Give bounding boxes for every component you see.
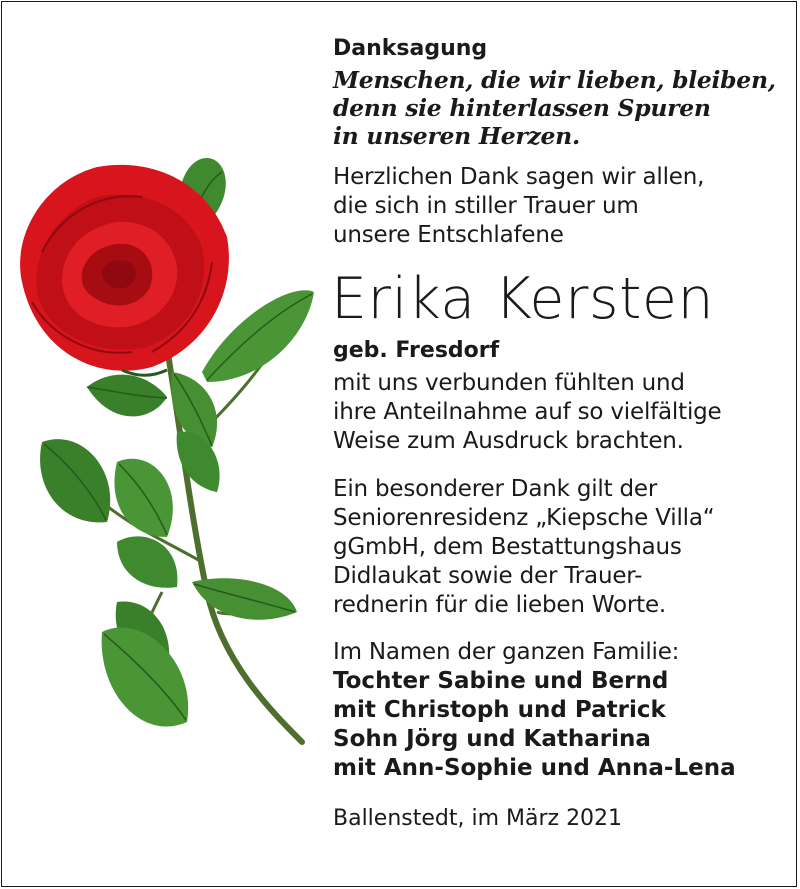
quote-line: in unseren Herzen. bbox=[333, 122, 580, 150]
quote-line: denn sie hinterlassen Spuren bbox=[333, 94, 711, 122]
family-intro: Im Namen der ganzen Familie: bbox=[333, 639, 680, 665]
family-signature bbox=[333, 638, 793, 783]
place-date: Ballenstedt, im März 2021 bbox=[333, 806, 623, 831]
special-thanks-paragraph bbox=[333, 475, 793, 620]
family-member: Sohn Jörg und Katharina bbox=[333, 726, 651, 752]
obituary-text bbox=[333, 36, 793, 833]
family-member: Tochter Sabine und Bernd bbox=[333, 668, 669, 694]
red-rose-image bbox=[2, 142, 322, 762]
birth-name: geb. Fresdorf bbox=[333, 338, 500, 363]
heading: Danksagung bbox=[333, 36, 488, 61]
condolence-line: Weise zum Ausdruck brachten. bbox=[333, 428, 684, 454]
intro-line: Herzlichen Dank sagen wir allen, bbox=[333, 164, 705, 190]
thanks-line: gGmbH, dem Bestattungshaus bbox=[333, 534, 682, 560]
thanks-line: Didlaukat sowie der Trauer- bbox=[333, 563, 643, 589]
deceased-name: Erika Kersten bbox=[331, 266, 715, 332]
intro-line: die sich in stiller Trauer um bbox=[333, 193, 639, 219]
thanks-line: Ein besonderer Dank gilt der bbox=[333, 476, 658, 502]
intro-paragraph bbox=[333, 163, 793, 250]
condolence-line: ihre Anteilnahme auf so vielfältige bbox=[333, 399, 722, 425]
memorial-quote bbox=[333, 66, 793, 150]
quote-line: Menschen, die wir lieben, bleiben, bbox=[333, 66, 776, 94]
obituary-card bbox=[1, 1, 797, 887]
condolence-paragraph bbox=[333, 369, 793, 456]
thanks-line: rednerin für die lieben Worte. bbox=[333, 592, 667, 618]
thanks-line: Seniorenresidenz „Kiepsche Villa“ bbox=[333, 505, 715, 531]
family-member: mit Christoph und Patrick bbox=[333, 697, 666, 723]
family-member: mit Ann-Sophie und Anna-Lena bbox=[333, 755, 736, 781]
condolence-line: mit uns verbunden fühlten und bbox=[333, 370, 685, 396]
intro-line: unsere Entschlafene bbox=[333, 222, 564, 248]
